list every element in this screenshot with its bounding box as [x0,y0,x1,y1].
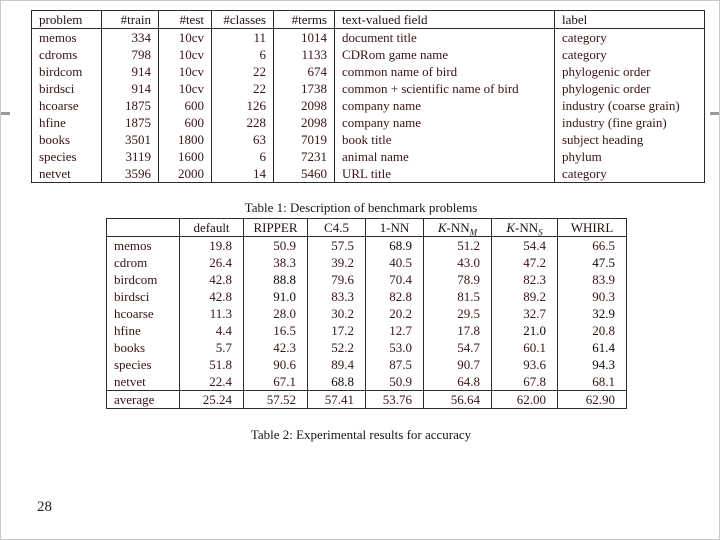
table-cell: 63 [212,131,274,148]
accuracy-cell: 40.5 [366,254,424,271]
table-row [32,29,705,47]
accuracy-cell: 82.3 [492,271,558,288]
table-row [107,254,627,271]
accuracy-cell: 79.6 [308,271,366,288]
table-cell: 7019 [274,131,335,148]
table-cell: 5460 [274,165,335,183]
accuracy-cell: 4.4 [180,322,244,339]
table-row [107,305,627,322]
table-cell: 10cv [159,29,212,47]
table-cell: company name [335,97,555,114]
table-row [32,46,705,63]
table-cell: 126 [212,97,274,114]
table-cell: common + scientific name of bird [335,80,555,97]
accuracy-cell: 56.64 [424,391,492,409]
table-cell: URL title [335,165,555,183]
table-row [32,131,705,148]
accuracy-cell: 11.3 [180,305,244,322]
accuracy-cell: 51.2 [424,237,492,255]
table-row [32,63,705,80]
knn-m-text: -NN [446,220,470,235]
table-cell: birdcom [32,63,102,80]
table-cell: species [32,148,102,165]
accuracy-header-row [107,219,627,237]
table-cell: 1800 [159,131,212,148]
table-cell: hfine [32,114,102,131]
knn-s-sub: S [538,227,543,237]
table-row [107,288,627,305]
table-cell: 14 [212,165,274,183]
table-cell: document title [335,29,555,47]
table-cell: memos [32,29,102,47]
accuracy-cell: 89.4 [308,356,366,373]
accuracy-cell: 81.5 [424,288,492,305]
col-header-knn-m [424,219,492,237]
accuracy-cell: 51.8 [180,356,244,373]
accuracy-cell: 89.2 [492,288,558,305]
table-cell: 10cv [159,46,212,63]
table-cell: 914 [102,80,159,97]
accuracy-cell: 47.5 [558,254,627,271]
table-cell: subject heading [555,131,705,148]
accuracy-cell: 42.8 [180,288,244,305]
col-header-default: default [180,219,244,237]
row-label: hcoarse [107,305,180,322]
row-label: memos [107,237,180,255]
table-cell: 334 [102,29,159,47]
table-cell: 7231 [274,148,335,165]
accuracy-cell: 83.9 [558,271,627,288]
accuracy-cell: 93.6 [492,356,558,373]
col-header-ripper: RIPPER [244,219,308,237]
row-label: hfine [107,322,180,339]
table-cell: common name of bird [335,63,555,80]
table-cell: 798 [102,46,159,63]
table-row [32,80,705,97]
accuracy-cell: 60.1 [492,339,558,356]
accuracy-cell: 47.2 [492,254,558,271]
benchmark-table-body [32,29,705,183]
table-cell: 3501 [102,131,159,148]
col-header-whirl: WHIRL [558,219,627,237]
accuracy-cell: 26.4 [180,254,244,271]
accuracy-cell: 22.4 [180,373,244,391]
table-cell: 22 [212,80,274,97]
accuracy-cell: 90.7 [424,356,492,373]
table-cell: 10cv [159,63,212,80]
accuracy-cell: 32.7 [492,305,558,322]
table-cell: netvet [32,165,102,183]
col-header-blank [107,219,180,237]
edge-mark-right [710,112,719,115]
accuracy-cell: 67.8 [492,373,558,391]
accuracy-cell: 32.9 [558,305,627,322]
accuracy-cell: 64.8 [424,373,492,391]
table-cell: 6 [212,46,274,63]
accuracy-cell: 20.2 [366,305,424,322]
table-cell: company name [335,114,555,131]
accuracy-cell: 19.8 [180,237,244,255]
table-cell: CDRom game name [335,46,555,63]
col-header-1nn: 1-NN [366,219,424,237]
table-cell: 1014 [274,29,335,47]
accuracy-cell: 91.0 [244,288,308,305]
accuracy-cell: 57.5 [308,237,366,255]
table-cell: 22 [212,63,274,80]
accuracy-cell: 25.24 [180,391,244,409]
accuracy-cell: 62.00 [492,391,558,409]
table-cell: 1738 [274,80,335,97]
edge-mark-left [1,112,10,115]
table-cell: 2098 [274,114,335,131]
table-row [107,339,627,356]
table-cell: cdroms [32,46,102,63]
accuracy-cell: 53.0 [366,339,424,356]
table2-caption: Table 2: Experimental results for accuracy [250,427,472,442]
col-header-classes: #classes [212,11,274,29]
accuracy-cell: 43.0 [424,254,492,271]
col-header-test: #test [159,11,212,29]
table-cell: 600 [159,114,212,131]
row-label: cdrom [107,254,180,271]
table-cell: 2000 [159,165,212,183]
col-header-textfield: text-valued field [335,11,555,29]
benchmark-table [31,10,705,183]
accuracy-cell: 88.8 [244,271,308,288]
accuracy-cell: 30.2 [308,305,366,322]
accuracy-cell: 62.90 [558,391,627,409]
table-row [32,97,705,114]
table-cell: 6 [212,148,274,165]
col-header-label: label [555,11,705,29]
table-cell: birdsci [32,80,102,97]
accuracy-cell: 17.8 [424,322,492,339]
table-cell: 10cv [159,80,212,97]
table-cell: 2098 [274,97,335,114]
table1-caption: Table 1: Description of benchmark problems [244,200,478,215]
accuracy-cell: 66.5 [558,237,627,255]
accuracy-cell: 28.0 [244,305,308,322]
table-cell: category [555,46,705,63]
accuracy-cell: 39.2 [308,254,366,271]
col-header-train: #train [102,11,159,29]
accuracy-cell: 42.3 [244,339,308,356]
table-row [107,237,627,255]
row-label: books [107,339,180,356]
accuracy-cell: 61.4 [558,339,627,356]
table-cell: hcoarse [32,97,102,114]
accuracy-cell: 29.5 [424,305,492,322]
accuracy-cell: 68.8 [308,373,366,391]
table-row [107,373,627,391]
accuracy-cell: 42.8 [180,271,244,288]
table-cell: books [32,131,102,148]
col-header-terms: #terms [274,11,335,29]
accuracy-cell: 20.8 [558,322,627,339]
accuracy-table [106,218,627,409]
accuracy-cell: 52.2 [308,339,366,356]
table-cell: 1875 [102,114,159,131]
table-cell: 600 [159,97,212,114]
table-cell: 914 [102,63,159,80]
table-cell: 3119 [102,148,159,165]
knn-s-k: K [506,220,516,235]
accuracy-cell: 50.9 [244,237,308,255]
table-cell: 1133 [274,46,335,63]
table-cell: industry (fine grain) [555,114,705,131]
accuracy-cell: 67.1 [244,373,308,391]
accuracy-cell: 5.7 [180,339,244,356]
table-row [107,356,627,373]
table-cell: 228 [212,114,274,131]
table-cell: 674 [274,63,335,80]
table-cell: category [555,165,705,183]
accuracy-cell: 68.9 [366,237,424,255]
col-header-c45: C4.5 [308,219,366,237]
knn-m-sub: M [469,227,478,237]
accuracy-cell: 90.6 [244,356,308,373]
accuracy-cell: 16.5 [244,322,308,339]
accuracy-cell: 54.4 [492,237,558,255]
col-header-problem: problem [32,11,102,29]
table-row [32,148,705,165]
accuracy-cell: 57.41 [308,391,366,409]
accuracy-cell: 17.2 [308,322,366,339]
table-row [32,165,705,183]
accuracy-cell: 90.3 [558,288,627,305]
accuracy-cell: 83.3 [308,288,366,305]
accuracy-cell: 94.3 [558,356,627,373]
page-number: 28 [37,499,52,515]
table-cell: animal name [335,148,555,165]
col-header-knn-s [492,219,558,237]
table-row [32,114,705,131]
table-cell: industry (coarse grain) [555,97,705,114]
table-row [107,322,627,339]
table-cell: 1600 [159,148,212,165]
knn-m-k: K [437,220,447,235]
accuracy-cell: 53.76 [366,391,424,409]
table-cell: 11 [212,29,274,47]
accuracy-cell: 54.7 [424,339,492,356]
row-label: average [107,391,180,409]
accuracy-cell: 82.8 [366,288,424,305]
table-cell: 3596 [102,165,159,183]
accuracy-cell: 57.52 [244,391,308,409]
accuracy-cell: 21.0 [492,322,558,339]
accuracy-cell: 38.3 [244,254,308,271]
accuracy-cell: 87.5 [366,356,424,373]
table-cell: category [555,29,705,47]
table-row [107,271,627,288]
row-label: netvet [107,373,180,391]
accuracy-cell: 78.9 [424,271,492,288]
benchmark-header-row [32,11,705,29]
row-label: birdcom [107,271,180,288]
table-cell: phylogenic order [555,63,705,80]
table-row [107,391,627,409]
accuracy-cell: 12.7 [366,322,424,339]
accuracy-cell: 50.9 [366,373,424,391]
table-cell: phylum [555,148,705,165]
table-cell: book title [335,131,555,148]
row-label: birdsci [107,288,180,305]
row-label: species [107,356,180,373]
accuracy-cell: 68.1 [558,373,627,391]
accuracy-cell: 70.4 [366,271,424,288]
table-cell: 1875 [102,97,159,114]
knn-s-text: -NN [515,220,539,235]
accuracy-table-body [107,237,627,409]
table-cell: phylogenic order [555,80,705,97]
